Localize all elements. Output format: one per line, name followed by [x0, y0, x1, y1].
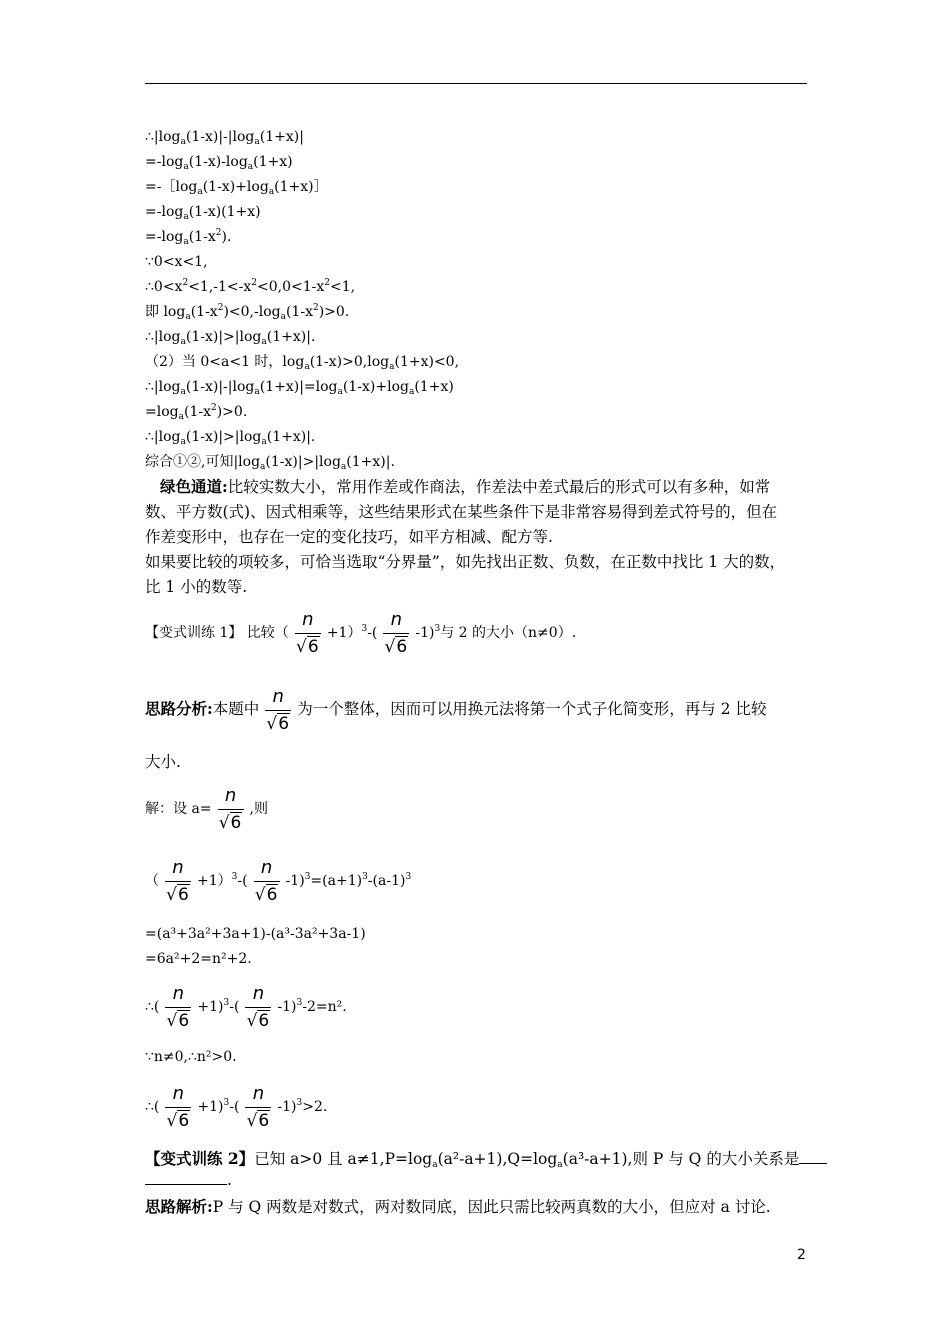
green-channel-line-5: 比 1 小的数等. [145, 578, 248, 596]
green-channel-line-2: 数、平方数(式)、因式相乘等，这些结果形式在某些条件下是非常容易得到差式符号的，但在 [145, 503, 778, 521]
solution-line-4: =6a²+2=n²+2. [145, 951, 252, 967]
solution-line-1: 解：设 a= $\frac{n}{√6}$ ,则 [145, 785, 268, 833]
math-line-11: $\therefore|\log_a(1-x)|-|\log_a(1+x)|=\log_a(1-x)+\log_a(1+x)$ [145, 379, 454, 397]
analysis-1: 思路分析:本题中 $\frac{n}{√6}$ 为一个整体，因而可以用换元法将第一个式子化简变形，再与 2 比较 [145, 686, 767, 734]
fraction-n-over-root6: $\frac{n}{√6}$ [293, 608, 323, 658]
math-line-2: $=-\log_a(1-x)-\log_a(1+x)$ [145, 154, 293, 172]
fraction-n-over-root6: $\frac{n}{√6}$ [163, 856, 193, 906]
math-line-7: $\therefore 0<x^2<1,-1<-x^2<0,0<1-x^2<1$, [145, 278, 356, 295]
math-line-9: $\therefore|\log_a(1-x)|>|\log_a(1+x)|$. [145, 329, 316, 347]
math-line-4: $=-\log_a(1-x)(1+x)$ [145, 204, 261, 222]
solution-line-6: ∵n≠0,∴n²>0. [145, 1049, 237, 1065]
math-line-8: 即 $\log_a(1-x^2)<0,-\log_a(1-x^2)>0$. [145, 303, 350, 322]
solution-line-5: ∴( $\frac{n}{√6}$ +1)$^3$-( $\frac{n}{√6}$ -1)$^3$-2=n². [145, 983, 347, 1031]
fraction-n-over-root6: $\frac{n}{√6}$ [243, 1082, 273, 1132]
fraction-n-over-root6: $\frac{n}{√6}$ [381, 608, 411, 658]
analysis-2-label: 思路解析: [145, 1197, 213, 1216]
exercise-2: 【变式训练 2】已知 a>0 且 $a\ne 1,P=\log_a(a^2-a+1),Q=\log_a(a^3-a+1)$,则 P 与 Q 的大小关系是 [145, 1147, 827, 1171]
exercise-2-cont: . [145, 1168, 232, 1192]
fraction-n-over-root6: $\frac{n}{√6}$ [163, 1082, 193, 1132]
header-rule [145, 83, 807, 84]
fraction-n-over-root6: $\frac{n}{√6}$ [216, 784, 246, 834]
solution-line-2: （ $\frac{n}{√6}$ +1）$^3$-( $\frac{n}{√6}$ $-1)^3=(a+1)^3-(a-1)^3$ [145, 857, 412, 905]
green-channel-line-3: 作差变形中，也存在一定的变化技巧，如平方相减、配方等. [145, 528, 553, 546]
math-line-3: $=-[\log_a(1-x)+\log_a(1+x)]$ [145, 179, 328, 197]
analysis-1-cont: 大小. [145, 753, 181, 771]
solution-line-3: =(a³+3a²+3a+1)-(a³-3a²+3a-1) [145, 926, 366, 942]
math-line-5: $=-\log_a(1-x^2)$. [145, 228, 232, 247]
math-line-10: （2）当 0<a<1 时，$\log_a(1-x)>0,\log_a(1+x)<0$, [145, 354, 460, 372]
exercise-1: 【变式训练 1】 比较（ $\frac{n}{√6}$ +1）$^3$-( $\frac{n}{√6}$ -1)$^3$与 2 的大小（n≠0）. [145, 609, 577, 657]
fraction-n-over-root6: $\frac{n}{√6}$ [243, 982, 273, 1032]
green-channel-line-4: 如果要比较的项较多，可恰当选取“分界量”，如先找出正数、负数，在正数中找比 1 大的数， [145, 553, 786, 571]
exercise-2-label: 【变式训练 2】 [145, 1149, 255, 1168]
analysis-2: 思路解析:P 与 Q 两数是对数式，两对数同底，因此只需比较两真数的大小，但应对 a 讨论. [145, 1197, 771, 1216]
math-line-14: 综合①②,可知$|\log_a(1-x)|>|\log_a(1+x)|$. [145, 454, 395, 472]
green-channel-line-1: 绿色通道:比较实数大小，常用作差或作商法，作差法中差式最后的形式可以有多种，如常 [160, 477, 771, 496]
analysis-label: 思路分析: [145, 699, 213, 718]
math-line-13: $\therefore|\log_a(1-x)|>|\log_a(1+x)|$. [145, 429, 316, 447]
solution-line-7: ∴( $\frac{n}{√6}$ +1)$^3$-( $\frac{n}{√6}$ -1)$^3$>2. [145, 1083, 328, 1131]
math-line-12: $=\log_a(1-x^2)>0$. [145, 403, 248, 422]
math-line-1: $\therefore|\log_a(1-x)|-|\log_a(1+x)|$ [145, 129, 304, 147]
answer-blank-cont [145, 1170, 227, 1185]
fraction-n-over-root6: $\frac{n}{√6}$ [252, 856, 282, 906]
page-number: 2 [797, 1247, 806, 1263]
fraction-n-over-root6: $\frac{n}{√6}$ [163, 982, 193, 1032]
green-channel-label: 绿色通道: [160, 477, 228, 496]
fraction-n-over-root6: $\frac{n}{√6}$ [263, 685, 293, 735]
answer-blank[interactable] [799, 1149, 827, 1164]
math-line-6: ∵0<x<1, [145, 254, 208, 270]
